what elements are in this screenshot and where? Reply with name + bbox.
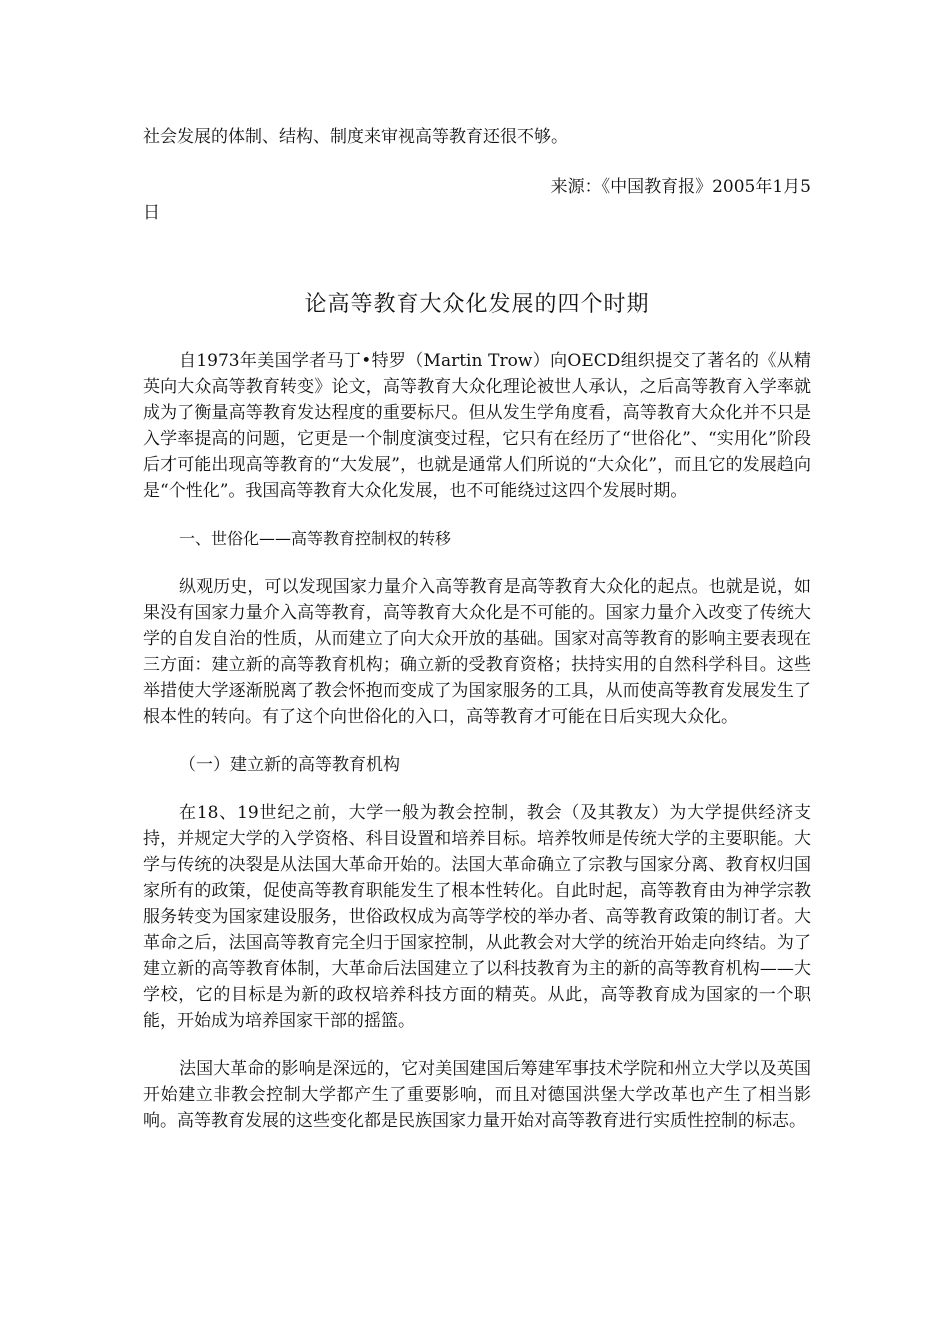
- section-heading-secularization: 一、世俗化——高等教育控制权的转移: [179, 529, 452, 548]
- paragraph-intro: 自1973年美国学者马丁•特罗（Martin Trow）向OECD组织提交了著名的《从精英向大众高等教育转变》论文，高等教育大众化理论被世人承认，之后高等教育入学率就成为了衡量高等教育发达程度的重要标尺。但从发生学角度看，高等教育大众化并不只是入学率提高的问题，它更是一个制度演变过程，它只有在经历了“世俗化”、“实用化”阶段后才可能出现高等教育的“大发展”，也就是通常人们所说的“大众化”，而且它的发展趋向是“个性化”。我国高等教育大众化发展，也不可能绕过这四个发展时期。: [143, 351, 811, 501]
- paragraph-secularization: 纵观历史，可以发现国家力量介入高等教育是高等教育大众化的起点。也就是说，如果没有国家力量介入高等教育，高等教育大众化是不可能的。国家力量介入改变了传统大学的自发自治的性质，从而建立了向大众开放的基础。国家对高等教育的影响主要表现在三方面：建立新的高等教育机构；确立新的受教育资格；扶持实用的自然科学科目。这些举措使大学逐渐脱离了教会怀抱而变成了为国家服务的工具，从而使高等教育发展发生了根本性的转向。有了这个向世俗化的入口，高等教育才可能在日后实现大众化。: [143, 577, 811, 727]
- subheading-new-institutions: （一）建立新的高等教育机构: [179, 755, 400, 775]
- source-line: 来源：《中国教育报》2005年1月5: [550, 177, 811, 197]
- paragraph-french-revolution: 在18、19世纪之前，大学一般为教会控制，教会（及其教友）为大学提供经济支持，并规定大学的入学资格、科目设置和培养目标。培养牧师是传统大学的主要职能。大学与传统的决裂是从法国大革命开始的。法国大革命确立了宗教与国家分离、教育权归国家所有的政策，促使高等教育职能发生了根本性转化。自此时起，高等教育由为神学宗教服务转变为国家建设服务，世俗政权成为高等学校的举办者、高等教育政策的制订者。大革命之后，法国高等教育完全归于国家控制，从此教会对大学的统治开始走向终结。为了建立新的高等教育体制，大革命后法国建立了以科技教育为主的新的高等教育机构——大学校，它的目标是为新的政权培养科技方面的精英。从此，高等教育成为国家的一个职能，开始成为培养国家干部的摇篮。: [143, 803, 811, 1031]
- intro-tail-text: 社会发展的体制、结构、制度来审视高等教育还很不够。: [143, 127, 568, 147]
- paragraph-influence: 法国大革命的影响是深远的，它对美国建国后筹建军事技术学院和州立大学以及英国开始建立非教会控制大学都产生了重要影响，而且对德国洪堡大学改革也产生了相当影响。高等教育发展的这些变化都是民族国家力量开始对高等教育进行实质性控制的标志。: [143, 1059, 811, 1131]
- document-body: [143, 124, 811, 1134]
- source-line-tail: 日: [143, 203, 160, 223]
- article-title: 论高等教育大众化发展的四个时期: [304, 292, 650, 317]
